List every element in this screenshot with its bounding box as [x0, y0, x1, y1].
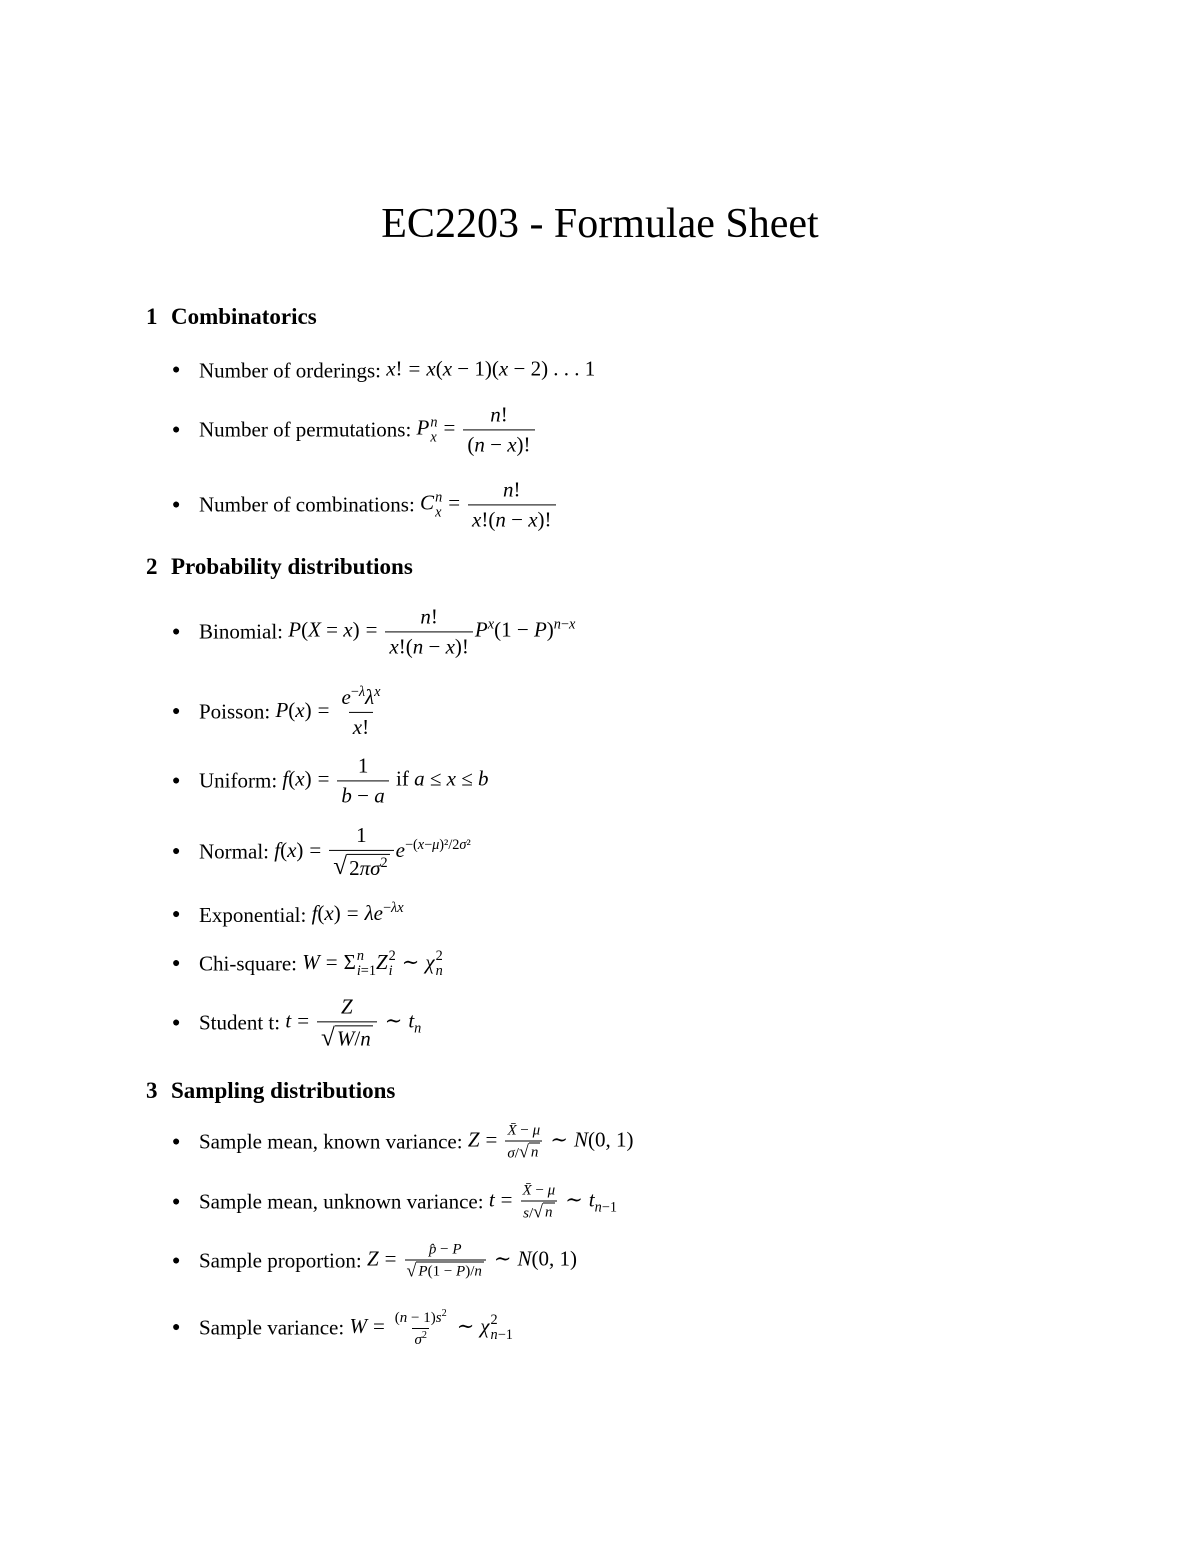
list-item — [172, 478, 558, 531]
bullet-icon: ● — [172, 1194, 181, 1209]
formula-uniform: f(x) = $\frac{1}{b - a}$ if a ≤ x ≤ b — [282, 753, 489, 808]
bullet-icon: ● — [172, 1015, 181, 1031]
bullet-icon: ● — [172, 1253, 181, 1268]
formula-exponential: $f(x) = \lambda e^{-\lambda x}$ — [311, 900, 404, 926]
section-number: 1 — [146, 304, 158, 329]
section-title: Probability distributions — [171, 554, 413, 579]
bullet-icon: ● — [172, 844, 181, 859]
bullet-icon: ● — [172, 907, 181, 923]
item-label: Sample mean, known variance: — [199, 1129, 463, 1154]
item-label: Sample variance: — [199, 1315, 345, 1340]
formula-sample-variance: W = $\frac{(n - 1)s^2}{\sigma^2}$ ∼ χ 2 n−1 — [349, 1308, 513, 1348]
item-label: Exponential: — [199, 902, 307, 927]
item-label: Sample mean, unknown variance: — [199, 1189, 484, 1214]
section-number: 2 — [146, 554, 158, 579]
formula-student-t: t = Z √ W/n ∼ $t_n$ — [285, 994, 422, 1052]
list-item — [172, 1308, 513, 1348]
item-label: Uniform: — [199, 768, 278, 793]
bullet-icon: ● — [172, 497, 181, 512]
formula-sample-mean-unknown: t = X̄ − μ s/ √ n ∼ $t_{n-1}$ — [488, 1182, 617, 1221]
item-label: Binomial: — [199, 619, 283, 644]
item-label: Sample proportion: — [199, 1248, 362, 1273]
section-heading-combinatorics — [146, 302, 317, 332]
list-item — [172, 605, 575, 658]
bullet-icon: ● — [172, 704, 181, 719]
list-item — [172, 403, 537, 456]
page-title: EC2203 - Formulae Sheet — [381, 201, 819, 247]
bullet-icon: ● — [172, 956, 181, 971]
section-heading-probability-distributions — [146, 552, 413, 582]
bullet-icon: ● — [172, 1134, 181, 1149]
formula-poisson: P(x) = $\frac{e^{-\lambda}\lambda^x}{x!}$ — [275, 683, 381, 739]
item-label: Poisson: — [199, 699, 271, 724]
bullet-icon: ● — [172, 422, 181, 437]
formula-permutations: P n x = $\frac{n!}{(n - x)!}$ — [417, 416, 537, 440]
item-label: Chi-square: — [199, 951, 297, 976]
list-item — [172, 685, 386, 739]
formula-binomial: P(X = x) = $\frac{n!}{x!(n - x)!}$ $P^x(1 - P)^{n-x}$ — [288, 604, 576, 659]
formula-sample-proportion: Z = p̂ − P √ P(1 − P)/n ∼ N(0, 1) — [366, 1241, 578, 1280]
list-item — [172, 949, 443, 979]
section-heading-sampling-distributions — [146, 1076, 395, 1106]
list-item — [172, 824, 471, 880]
item-label: Normal: — [199, 839, 269, 864]
bullet-icon: ● — [172, 773, 181, 788]
item-label: Number of permutations: — [199, 417, 412, 442]
list-item — [172, 1242, 577, 1281]
item-label: Number of combinations: — [199, 492, 415, 517]
section-title: Sampling distributions — [171, 1078, 396, 1103]
formula-sample-mean-known: Z = X̄ − μ σ/ √ n ∼ N(0, 1) — [467, 1122, 634, 1161]
item-label: Student t: — [199, 1010, 281, 1035]
list-item — [172, 900, 404, 928]
formula-combinations: C n x = $\frac{n!}{x!(n - x)!}$ — [420, 491, 558, 515]
list-item — [172, 357, 595, 384]
list-item — [172, 1123, 633, 1162]
list-item — [172, 995, 421, 1050]
bullet-icon: ● — [172, 1320, 181, 1335]
section-title: Combinatorics — [171, 304, 317, 329]
formula-normal: f(x) = 1 √ $2\pi\sigma^2$ $e^{-(x-\mu)^2/2\sigma^2}$ — [274, 822, 471, 880]
list-item — [172, 1183, 617, 1222]
formula-orderings: x! = x(x − 1)(x − 2) . . . 1 — [386, 356, 596, 381]
section-number: 3 — [146, 1078, 158, 1103]
formula-chi-square: W = Σ n i=1 Z 2 i ∼ χ 2 n — [302, 948, 443, 979]
item-label: Number of orderings: — [199, 358, 381, 383]
bullet-icon: ● — [172, 362, 181, 378]
bullet-icon: ● — [172, 624, 181, 639]
list-item — [172, 754, 488, 807]
